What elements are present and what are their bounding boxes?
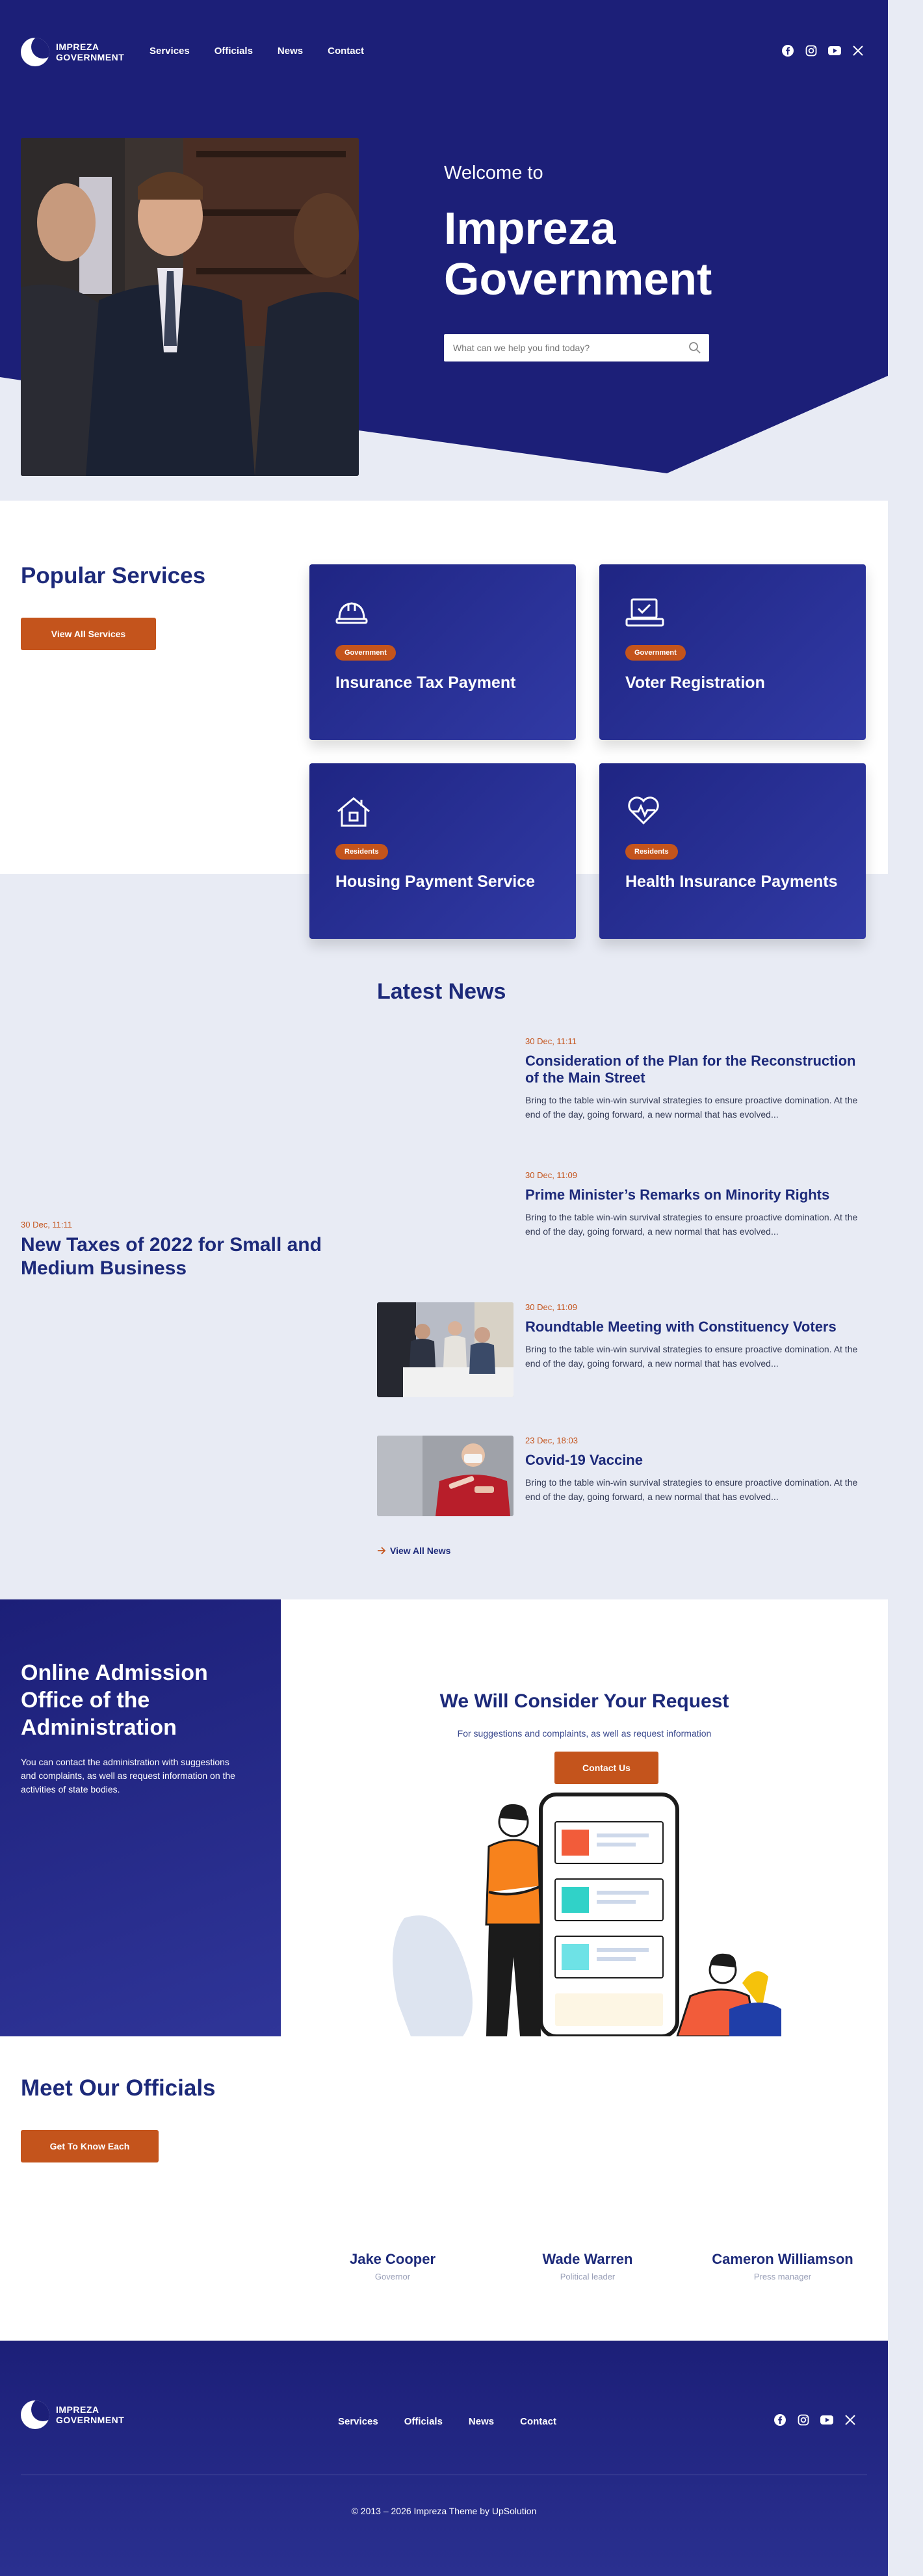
footer-nav-officials[interactable]: Officials <box>404 2416 443 2427</box>
services-heading: Popular Services <box>21 563 206 588</box>
facebook-icon[interactable] <box>774 2413 786 2426</box>
hero-title <box>444 203 712 304</box>
footer-social <box>774 2413 857 2426</box>
official-name[interactable]: Cameron Williamson <box>712 2251 853 2267</box>
footer-logo[interactable] <box>21 2400 124 2429</box>
news-title[interactable]: Consideration of the Plan for the Reconstruction of the Main Street <box>525 1053 856 1086</box>
heart-pulse-icon <box>625 796 662 826</box>
footer-nav-contact[interactable]: Contact <box>520 2416 556 2427</box>
service-title: Insurance Tax Payment <box>335 674 516 692</box>
news-item[interactable] <box>525 1302 870 1371</box>
admission-text: You can contact the administration with suggestions and complaints, as well as request information on the activities of state bodies. <box>21 1757 235 1794</box>
admission-title: Online Admission Office of the Administration <box>21 1661 208 1740</box>
instagram-icon[interactable] <box>805 44 818 57</box>
logo-line2: GOVERNMENT <box>56 2415 125 2425</box>
official-card[interactable] <box>308 2251 477 2281</box>
search-input[interactable] <box>444 334 678 361</box>
header-social <box>781 44 864 57</box>
news-title[interactable]: Prime Minister’s Remarks on Minority Rights <box>525 1187 830 1203</box>
service-card[interactable] <box>309 564 576 740</box>
logo-text <box>56 2404 124 2425</box>
logo-text <box>56 42 124 62</box>
featured-news-title[interactable]: New Taxes of 2022 for Small and Medium Business <box>21 1234 322 1279</box>
hero-welcome: Welcome to <box>444 163 543 183</box>
official-role: Governor <box>374 2272 411 2281</box>
service-title: Health Insurance Payments <box>625 873 838 891</box>
request-panel <box>281 1599 888 2036</box>
request-heading: We Will Consider Your Request <box>439 1690 729 1712</box>
news-date: 30 Dec, 11:11 <box>525 1036 577 1046</box>
featured-news[interactable] <box>21 1220 346 1280</box>
service-badge: Government <box>625 645 686 661</box>
hard-hat-icon <box>335 597 368 625</box>
service-badge: Residents <box>335 844 388 860</box>
service-title: Voter Registration <box>625 674 765 692</box>
news-item[interactable] <box>525 1036 870 1122</box>
news-thumbnail[interactable] <box>377 1436 514 1516</box>
right-edge-strip <box>888 501 923 2576</box>
official-role: Press manager <box>753 2272 812 2281</box>
x-icon[interactable] <box>844 2413 857 2426</box>
logo-line1: IMPREZA <box>56 42 99 52</box>
ballot-icon <box>625 597 664 628</box>
search-icon[interactable] <box>688 341 701 358</box>
official-name[interactable]: Wade Warren <box>542 2251 633 2267</box>
service-badge: Government <box>335 645 396 661</box>
contact-illustration <box>391 1762 781 2036</box>
header-logo[interactable] <box>21 38 124 66</box>
logo-line1: IMPREZA <box>56 2404 99 2415</box>
search-box <box>444 334 709 361</box>
footer <box>0 2341 888 2576</box>
news-text: Bring to the table win-win survival strategies to ensure proactive domination. At the end of the day, going forward, a new normal that has evolved... <box>525 1095 858 1120</box>
news-date: 23 Dec, 18:03 <box>525 1436 578 1445</box>
official-card[interactable] <box>698 2251 867 2281</box>
footer-nav-news[interactable]: News <box>468 2416 495 2427</box>
request-subheading: For suggestions and complaints, as well as request information <box>457 1728 712 1739</box>
get-to-know-button[interactable]: Get To Know Each <box>21 2130 159 2162</box>
nav-services[interactable]: Services <box>150 46 190 57</box>
footer-nav-services[interactable]: Services <box>338 2416 378 2427</box>
x-icon[interactable] <box>852 44 864 57</box>
official-role: Political leader <box>560 2272 616 2281</box>
news-thumbnail[interactable] <box>377 1302 514 1397</box>
news-date: 30 Dec, 11:09 <box>525 1302 577 1312</box>
hero-title-line2: Government <box>444 254 712 304</box>
facebook-icon[interactable] <box>781 44 794 57</box>
service-badge: Residents <box>625 844 678 860</box>
logo-line2: GOVERNMENT <box>56 52 125 62</box>
service-title: Housing Payment Service <box>335 873 536 891</box>
view-all-services-button[interactable]: View All Services <box>21 618 156 650</box>
arrow-right-icon <box>377 1547 386 1555</box>
contact-us-button[interactable]: Contact Us <box>554 1752 658 1784</box>
official-card[interactable] <box>503 2251 672 2281</box>
footer-nav <box>338 2416 582 2428</box>
nav-news[interactable]: News <box>277 46 304 57</box>
logo-mark-icon <box>21 2400 49 2429</box>
nav-contact[interactable]: Contact <box>328 46 364 57</box>
logo-mark-icon <box>21 38 49 66</box>
news-text: Bring to the table win-win survival strategies to ensure proactive domination. At the end of the day, going forward, a new normal that has evolved... <box>525 1344 858 1369</box>
youtube-icon[interactable] <box>820 2413 833 2426</box>
news-date: 30 Dec, 11:09 <box>525 1170 577 1180</box>
featured-news-date: 30 Dec, 11:11 <box>21 1220 73 1229</box>
instagram-icon[interactable] <box>797 2413 810 2426</box>
main-nav <box>150 46 389 57</box>
hero-title-line1: Impreza <box>444 203 616 254</box>
view-all-news-label: View All News <box>390 1545 451 1556</box>
news-item[interactable] <box>525 1170 870 1239</box>
house-icon <box>335 796 372 828</box>
view-all-news-link[interactable] <box>377 1545 450 1556</box>
copyright: © 2013 – 2026 Impreza Theme by UpSolution <box>351 2506 537 2516</box>
news-heading: Latest News <box>377 979 506 1004</box>
youtube-icon[interactable] <box>828 44 841 57</box>
service-card[interactable] <box>599 564 866 740</box>
news-item[interactable] <box>525 1436 870 1504</box>
news-title[interactable]: Covid-19 Vaccine <box>525 1452 643 1468</box>
service-card[interactable] <box>599 763 866 939</box>
nav-officials[interactable]: Officials <box>214 46 253 57</box>
hero-photo <box>21 138 359 476</box>
officials-heading: Meet Our Officials <box>21 2075 216 2101</box>
service-card[interactable] <box>309 763 576 939</box>
news-text: Bring to the table win-win survival strategies to ensure proactive domination. At the end of the day, going forward, a new normal that has evolved... <box>525 1477 858 1502</box>
official-name[interactable]: Jake Cooper <box>349 2251 436 2267</box>
news-text: Bring to the table win-win survival strategies to ensure proactive domination. At the end of the day, going forward, a new normal that has evolved... <box>525 1212 858 1237</box>
news-title[interactable]: Roundtable Meeting with Constituency Voters <box>525 1319 837 1335</box>
